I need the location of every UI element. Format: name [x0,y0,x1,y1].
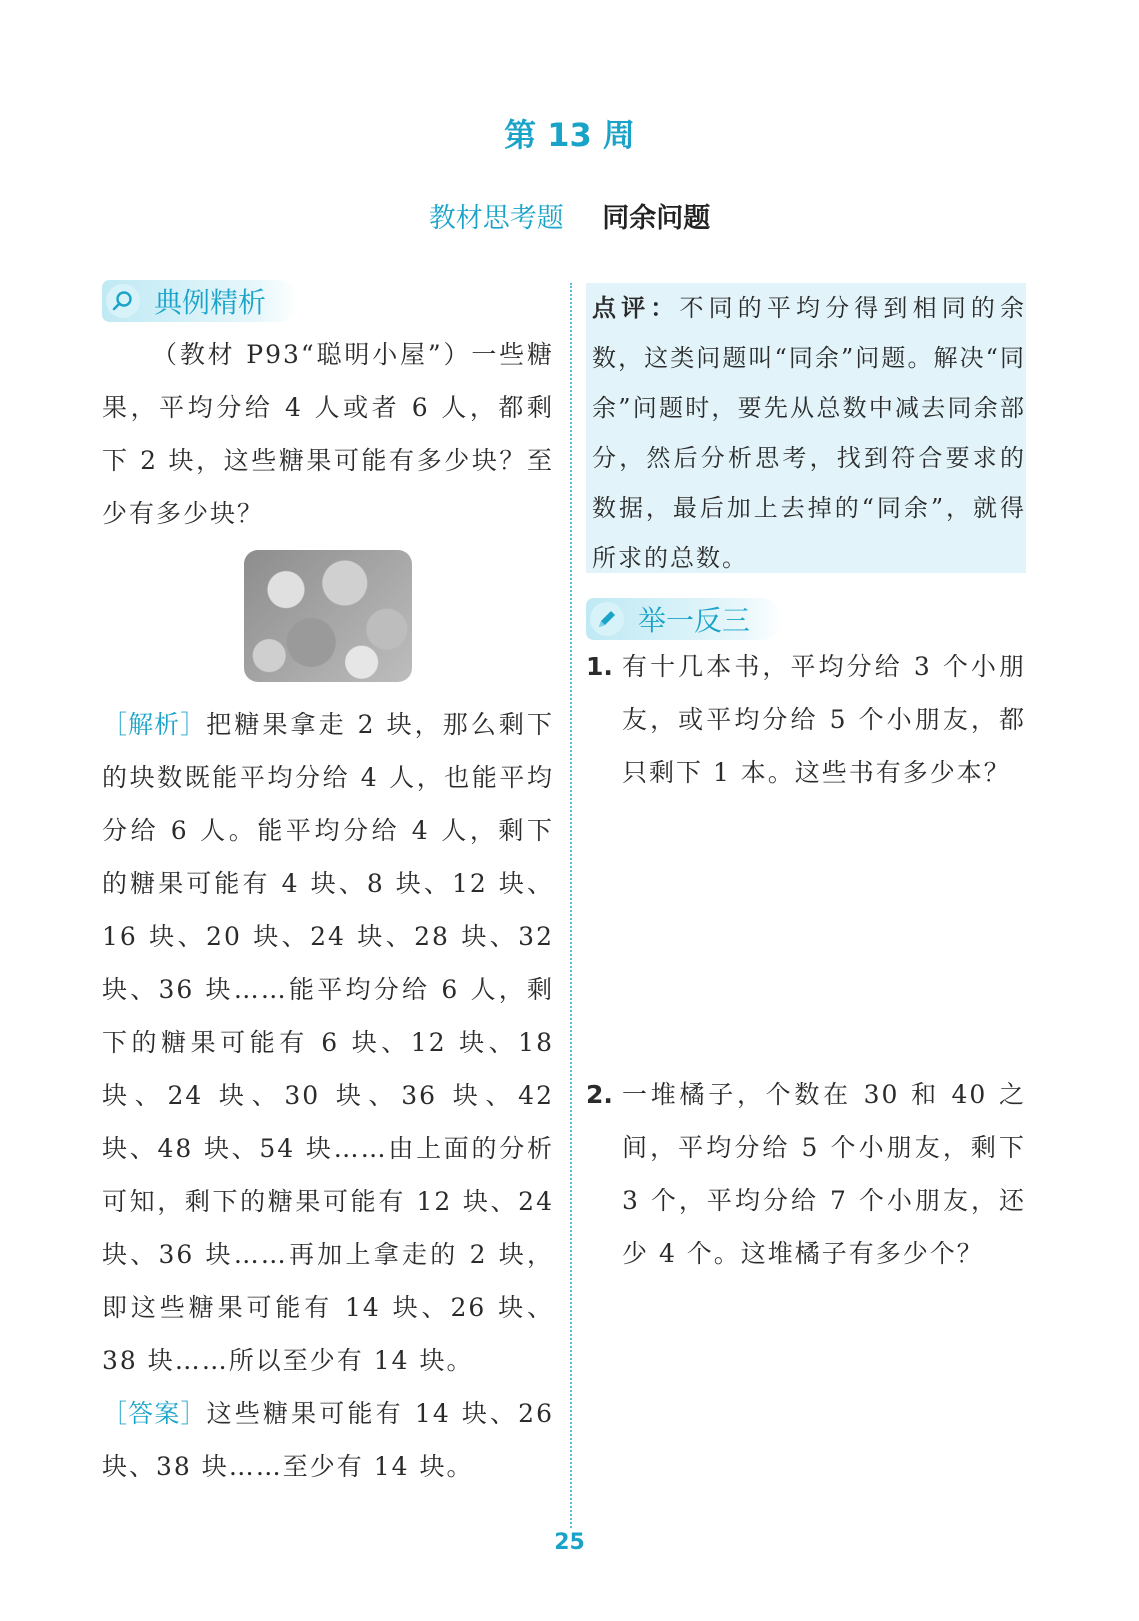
answer-paragraph [102,1387,554,1493]
practice-tag-label: 举一反三 [638,604,751,637]
section-topic: 同余问题 [602,203,711,234]
section-title [0,196,1139,235]
question-1-text: 有十几本书，平均分给 3 个小朋友，或平均分给 5 个小朋友，都只剩下 1 本。这些书有多少本？ [622,652,1026,787]
column-divider [570,283,572,1528]
answer-text: 这些糖果可能有 14 块、26 块、38 块……至少有 14 块。 [102,1399,554,1481]
comment-label: 点评： [592,293,680,322]
analysis-paragraph [102,698,554,1387]
question-2-text: 一堆橘子，个数在 30 和 40 之间，平均分给 5 个小朋友，剩下 3 个，平均分给 7 个小朋友，还少 4 个。这堆橘子有多少个？ [622,1080,1026,1268]
pencil-icon [590,602,624,636]
week-title: 第 13 周 [504,116,635,154]
candy-photo [244,550,412,682]
question-1 [586,640,1026,799]
page-number: 25 [554,1530,585,1555]
comment-text: 不同的平均分得到相同的余数，这类问题叫“同余”问题。解决“同余”问题时，要先从总数中减去同余部分，然后分析思考，找到符合要求的数据，最后加上去掉的“同余”，就得所求的总数。 [592,294,1027,572]
analysis-text: 把糖果拿走 2 块，那么剩下的块数既能平均分给 4 人，也能平均分给 6 人。能平均分给 4 人，剩下的糖果可能有 4 块、8 块、12 块、16 块、20 块、24 块、28 块、32 块、36 块……能平均分给 6 人，剩下的糖果可能有 6 块、12 块、18 块、24 块、30 块、36 块、42 块、48 块、54 块……由上面的分析可知，剩下的糖果可能有 12 块、24 块、36 块……再加上拿走的 2 块，即这些糖果可能有 14 块、26 块、38 块……所以至少有 14 块。 [102,710,554,1375]
example-problem: （教材 P93“聪明小屋”）一些糖果，平均分给 4 人或者 6 人，都剩下 2 块，这些糖果可能有多少块？至少有多少块？ [102,340,554,528]
analysis-label: ［解析］ [102,710,207,739]
comment-box [586,283,1026,573]
question-2-number: 2. [586,1080,613,1109]
magnifier-icon [106,284,140,318]
question-2 [586,1068,1026,1280]
answer-label: ［答案］ [102,1399,207,1428]
practice-tag [586,598,782,640]
example-column [102,328,554,1493]
example-tag-label: 典例精析 [154,286,267,319]
section-category: 教材思考题 [428,203,564,234]
example-tag [102,280,298,322]
question-1-number: 1. [586,652,613,681]
